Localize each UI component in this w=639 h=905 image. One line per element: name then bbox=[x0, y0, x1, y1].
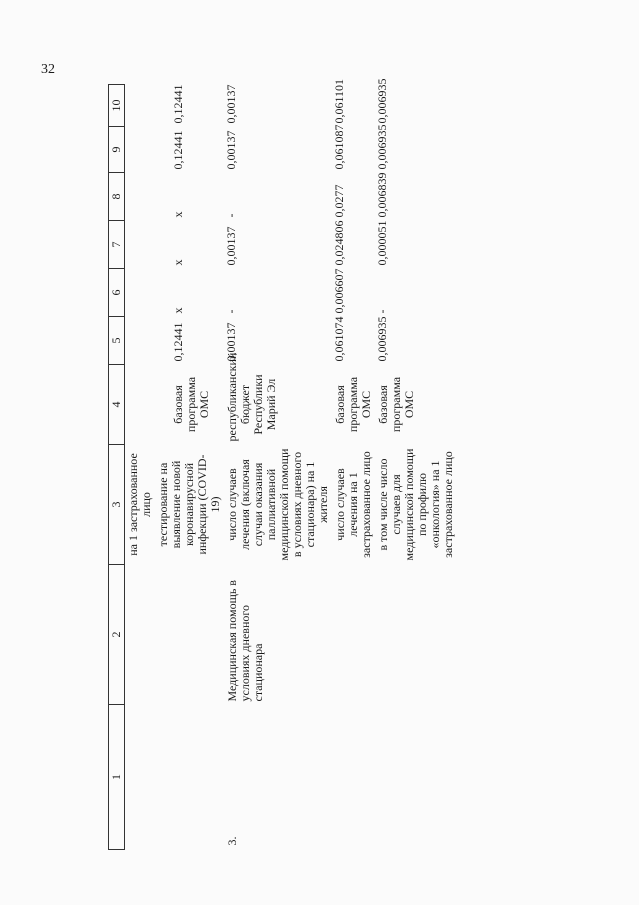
indicator: в том числе число случаев для медицинской помощи по профилю «онкология» на 1 застрахованное лицо bbox=[376, 448, 455, 561]
value-col-5: 0,00137 bbox=[224, 322, 238, 362]
section-name bbox=[332, 565, 375, 705]
value-col-9 bbox=[125, 127, 156, 173]
header-col-6: 6 bbox=[109, 269, 125, 317]
value-col-10: 0,006935 bbox=[375, 78, 389, 124]
table-row bbox=[155, 85, 224, 850]
table-row bbox=[375, 85, 457, 850]
indicator: число случаев лечения (включая случаи оказания паллиативной медицинской помощи в условиях дневного стационара) на 1 жителя bbox=[225, 448, 330, 561]
value-col-8: - bbox=[224, 213, 238, 218]
header-col-5: 5 bbox=[109, 317, 125, 365]
header-row bbox=[109, 85, 125, 850]
section-name bbox=[155, 565, 224, 705]
value-col-8 bbox=[125, 173, 156, 221]
value-col-9: 0,006935 bbox=[375, 124, 389, 170]
value-col-10: 0,00137 bbox=[224, 84, 238, 124]
header-col-8: 8 bbox=[109, 173, 125, 221]
header-col-3: 3 bbox=[109, 445, 125, 565]
source bbox=[125, 365, 156, 445]
value-col-9: 0,061087 bbox=[332, 124, 346, 170]
value-col-7: 0,024806 bbox=[332, 220, 346, 266]
indicator: тестирование на выявление новой коронавирусной инфекции (COVID-19) bbox=[156, 454, 222, 555]
section-name bbox=[125, 565, 156, 705]
row-number bbox=[332, 705, 375, 850]
rotated-table-container bbox=[108, 78, 639, 850]
value-col-10: 0,12441 bbox=[171, 84, 185, 124]
indicator: на 1 застрахованное лицо bbox=[126, 453, 153, 556]
value-col-6: x bbox=[171, 307, 185, 314]
value-col-6: - bbox=[224, 309, 238, 314]
section-name bbox=[375, 565, 457, 705]
value-col-8: 0,0277 bbox=[332, 184, 346, 218]
source: базовая программа ОМС bbox=[333, 376, 373, 433]
header-col-1: 1 bbox=[109, 705, 125, 850]
header-col-10: 10 bbox=[109, 85, 125, 127]
value-col-9: 0,00137 bbox=[224, 130, 238, 170]
data-table bbox=[108, 78, 457, 850]
table-row bbox=[332, 85, 375, 850]
section-name: Медицинская помощь в условиях дневного стационара bbox=[225, 580, 265, 702]
value-col-7: 0,00137 bbox=[224, 226, 238, 266]
source: базовая программа ОМС bbox=[376, 376, 416, 433]
row-number: 3. bbox=[225, 836, 239, 846]
value-col-6: - bbox=[375, 309, 389, 314]
value-col-6: 0,006607 bbox=[332, 268, 346, 314]
row-number bbox=[155, 705, 224, 850]
value-col-5: 0,061074 bbox=[332, 316, 346, 362]
source: республиканский бюджет Республики Марий Эл bbox=[225, 352, 278, 442]
header-col-9: 9 bbox=[109, 127, 125, 173]
row-number bbox=[375, 705, 457, 850]
value-col-7: x bbox=[171, 259, 185, 266]
value-col-6 bbox=[125, 269, 156, 317]
value-col-7: 0,000051 bbox=[375, 220, 389, 266]
header-col-4: 4 bbox=[109, 365, 125, 445]
header-col-7: 7 bbox=[109, 221, 125, 269]
table-row bbox=[224, 85, 332, 850]
value-col-9: 0,12441 bbox=[171, 130, 185, 170]
value-col-7 bbox=[125, 221, 156, 269]
table-row bbox=[125, 85, 156, 850]
value-col-5: 0,006935 bbox=[375, 316, 389, 362]
value-col-5 bbox=[125, 317, 156, 365]
value-col-10 bbox=[125, 85, 156, 127]
indicator: число случаев лечения на 1 застрахованное лицо bbox=[333, 451, 373, 558]
row-number bbox=[125, 705, 156, 850]
value-col-8: 0,006839 bbox=[375, 172, 389, 218]
page-number: 32 bbox=[41, 62, 55, 77]
value-col-5: 0,12441 bbox=[171, 322, 185, 362]
value-col-8: x bbox=[171, 211, 185, 218]
header-col-2: 2 bbox=[109, 565, 125, 705]
value-col-10: 0,061101 bbox=[332, 78, 346, 124]
source: базовая программа ОМС bbox=[171, 376, 211, 433]
